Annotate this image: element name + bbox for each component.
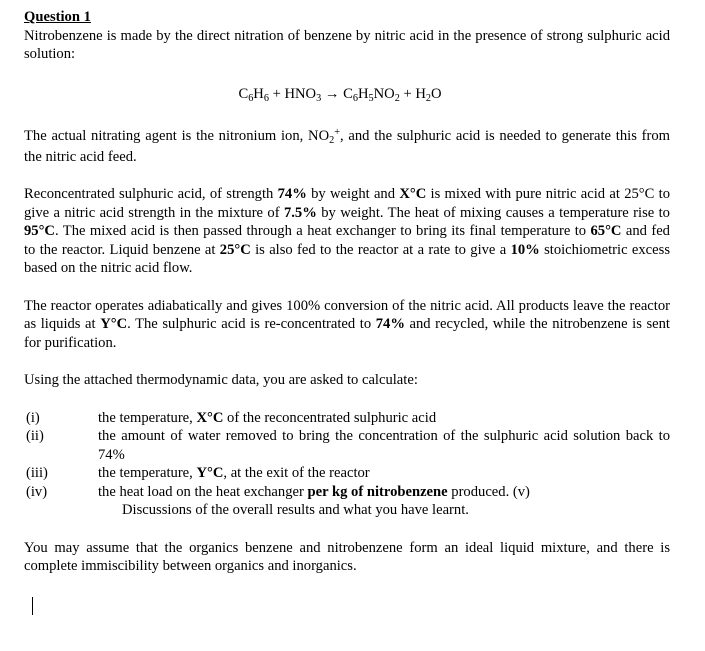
task-intro: Using the attached thermodynamic data, you are asked to calculate:	[24, 372, 418, 388]
arrow-symbol: →	[321, 85, 344, 102]
list-item-discussion: Discussions of the overall results and what you have learnt.	[122, 502, 469, 518]
question-heading: Question 1	[24, 9, 91, 25]
list-item: (iv) the heat load on the heat exchanger per kg of nitrobenzene produced. (v)	[26, 483, 530, 500]
assumption-paragraph: You may assume that the organics benzene and nitrobenzene form an ideal liquid mixture, and there is complete immiscibility between organics and inorganics.	[24, 539, 670, 574]
list-item: (ii) the amount of water removed to bring the concentration of the sulphuric acid solution back to 74%	[26, 428, 670, 463]
intro-paragraph: Nitrobenzene is made by the direct nitration of benzene by nitric acid in the presence of strong sulphuric acid solution:	[24, 27, 670, 62]
task-list	[24, 409, 670, 520]
process-paragraph: Reconcentrated sulphuric acid, of strength 74% by weight and X°C is mixed with pure nitric acid at 25°C to give a nitric acid strength in the mixture of 7.5% by weight. The heat of mixing causes a temperature rise to 95°C. The mixed acid is then passed through a heat exchanger to bring its final temperature to 65°C and fed to the reactor. Liquid benzene at 25°C is also fed to the reactor at a rate to give a 10% stoichiometric excess based on the nitric acid flow.	[24, 186, 670, 276]
list-item: (iii) the temperature, Y°C, at the exit of the reactor	[26, 465, 370, 481]
list-item: (i) the temperature, X°C of the reconcentrated sulphuric acid	[26, 409, 437, 426]
reactor-paragraph: The reactor operates adiabatically and gives 100% conversion of the nitric acid. All products leave the reactor as liquids at Y°C. The sulphuric acid is re-concentrated to 74% and recycled, while the nitrobenzene is sent for purification.	[24, 297, 670, 351]
document-body	[24, 8, 670, 576]
reaction-equation: $C_6H_6 + HNO_3 \to C_6H_5NO_2 + H_2O$	[238, 85, 442, 104]
text-cursor[interactable]	[32, 597, 33, 615]
nitronium-paragraph: The actual nitrating agent is the nitronium ion, $NO_2^+$, and the sulphuric acid is needed to generate this from the nitric acid feed.	[24, 127, 670, 165]
